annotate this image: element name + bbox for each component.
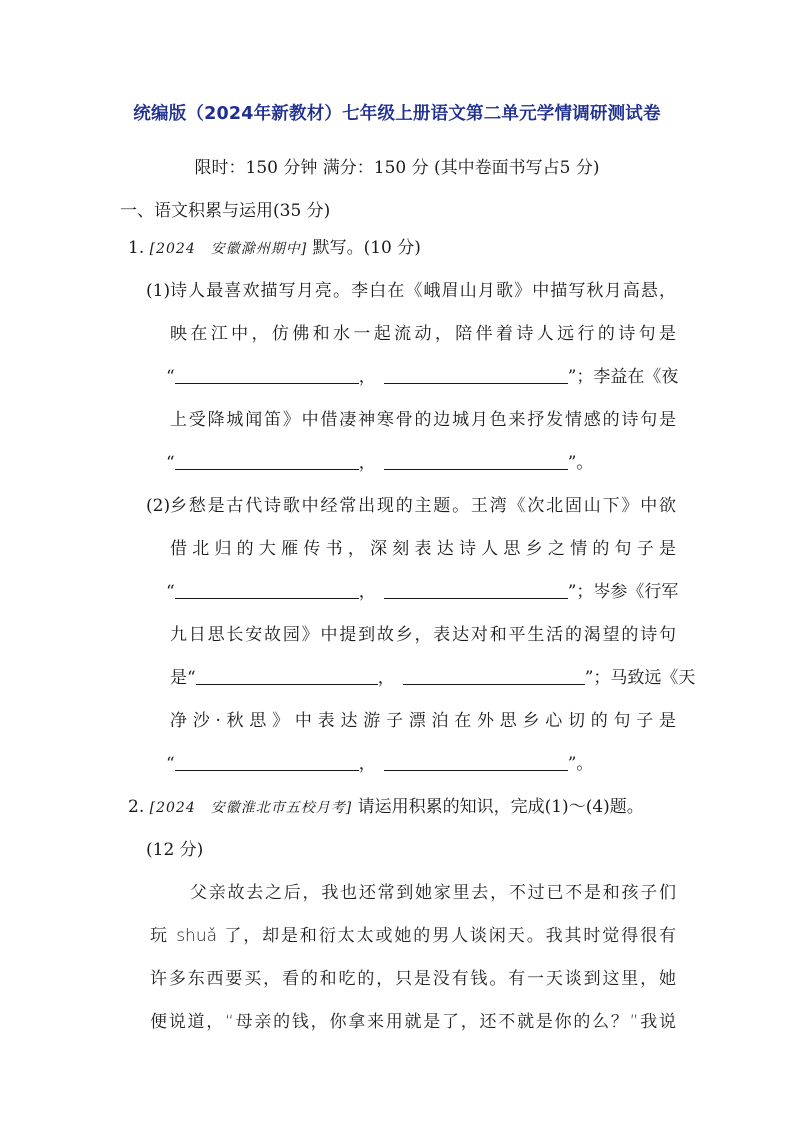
q2-source: [2024 安徽淮北市五校月考] xyxy=(149,800,353,816)
passage-line-2: 玩 shuǎ 了，却是和衍太太或她的男人谈闲天。我其时觉得很有 xyxy=(150,926,676,946)
q2-header xyxy=(128,795,644,820)
q2-score: (12 分) xyxy=(146,840,204,860)
q1-sub2-line3: “ ， ”；岑参《行军 xyxy=(166,582,679,602)
q2-prompt: 请运用积累的知识，完成(1)～(4)题。 xyxy=(357,797,644,817)
answer-blank-6[interactable] xyxy=(384,580,568,599)
q1-header xyxy=(128,236,421,261)
q1-sub2-line1: 乡愁是古代诗歌中经常出现的主题。王湾《次北固山下》中欲 xyxy=(170,496,676,516)
passage-line-3: 许多东西要买，看的和吃的，只是没有钱。有一天谈到这里，她 xyxy=(150,969,676,989)
q1-sub2-label: (2) xyxy=(146,496,171,516)
q1-sub1-line1: 诗人最喜欢描写月亮。李白在《峨眉山月歌》中描写秋月高悬， xyxy=(170,281,676,301)
q1-number: 1. xyxy=(128,238,145,258)
q1-sub1-line4: 上受降城闻笛》中借凄神寒骨的边城月色来抒发情感的诗句是 xyxy=(170,410,676,430)
answer-blank-1[interactable] xyxy=(175,365,359,384)
answer-blank-7[interactable] xyxy=(196,666,378,685)
q2-number: 2. xyxy=(128,797,145,817)
q1-sub1-line2: 映在江中，仿佛和水一起流动，陪伴着诗人远行的诗句是 xyxy=(170,324,676,344)
exam-title: 统编版（2024年新教材）七年级上册语文第二单元学情调研测试卷 xyxy=(133,104,661,124)
q1-sub2-line2: 借北归的大雁传书，深刻表达诗人思乡之情的句子是 xyxy=(170,539,676,559)
q1-sub1-line3: “ ， ”；李益在《夜 xyxy=(166,367,679,387)
q1-sub2-line4: 九日思长安故园》中提到故乡，表达对和平生活的渴望的诗句 xyxy=(170,625,676,645)
passage-line-4: 便说道，“母亲的钱，你拿来用就是了，还不就是你的么？”我说 xyxy=(150,1012,676,1032)
passage-line-1: 父亲故去之后，我也还常到她家里去，不过已不是和孩子们 xyxy=(190,883,676,903)
answer-blank-10[interactable] xyxy=(384,752,568,771)
q1-sub2-line7: “ ， ”。 xyxy=(166,754,594,774)
exam-meta: 限时：150 分钟 满分：150 分 (其中卷面书写占5 分) xyxy=(194,158,600,178)
answer-blank-9[interactable] xyxy=(175,752,359,771)
q1-sub1-line5: “ ， ”。 xyxy=(166,453,594,473)
q1-sub2-line5: 是“ ， ”；马致远《天 xyxy=(170,668,696,688)
q1-sub1-label: (1) xyxy=(146,281,171,301)
q1-source: [2024 安徽滁州期中] xyxy=(149,241,308,257)
answer-blank-5[interactable] xyxy=(175,580,359,599)
section-heading: 一、语文积累与运用(35 分) xyxy=(120,201,331,221)
answer-blank-2[interactable] xyxy=(384,365,568,384)
q1-prompt: 默写。(10 分) xyxy=(312,238,421,258)
q1-sub2-line6: 净沙·秋思》中表达游子漂泊在外思乡心切的句子是 xyxy=(170,711,676,731)
answer-blank-4[interactable] xyxy=(384,451,568,470)
answer-blank-8[interactable] xyxy=(403,666,585,685)
answer-blank-3[interactable] xyxy=(175,451,359,470)
